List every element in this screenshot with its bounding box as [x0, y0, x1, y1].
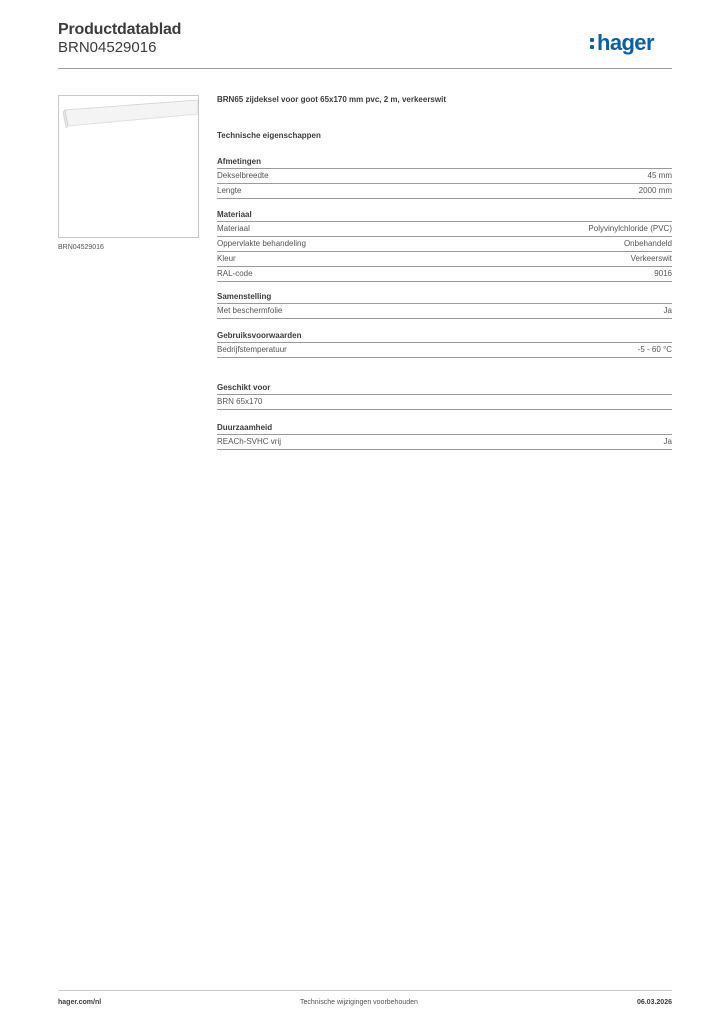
section-heading: Afmetingen	[217, 155, 672, 169]
spec-row	[217, 169, 672, 184]
header-divider	[58, 68, 672, 69]
spec-value: Polyvinylchloride (PVC)	[588, 224, 672, 233]
spec-value: Ja	[663, 437, 672, 446]
spec-row	[217, 267, 672, 282]
technical-properties-heading: Technische eigenschappen	[217, 131, 321, 140]
logo-text: hager	[597, 30, 654, 55]
spec-label: REACh-SVHC vrij	[217, 437, 282, 446]
spec-value: Ja	[663, 306, 672, 315]
section-composition	[217, 290, 672, 319]
section-sustainability	[217, 421, 672, 450]
footer-divider	[58, 990, 672, 991]
spec-value: 9016	[654, 269, 672, 278]
product-image	[58, 95, 199, 238]
spec-label: Lengte	[217, 186, 242, 195]
spec-label: RAL-code	[217, 269, 253, 278]
footer-website-link[interactable]: hager.com/nl	[58, 999, 102, 1006]
spec-value: Onbehandeld	[623, 239, 672, 248]
section-material	[217, 208, 672, 282]
section-heading: Gebruiksvoorwaarden	[217, 329, 672, 343]
spec-label: Oppervlakte behandeling	[217, 239, 306, 248]
spec-row	[217, 252, 672, 267]
product-code: BRN04529016	[58, 39, 157, 56]
spec-value: Verkeerswit	[630, 254, 672, 263]
section-heading: Geschikt voor	[217, 381, 672, 395]
product-title: BRN65 zijdeksel voor goot 65x170 mm pvc, 2 m, verkeerswit	[217, 95, 446, 104]
spec-label: BRN 65x170	[217, 397, 263, 406]
hager-logo	[590, 28, 654, 58]
logo-colon-icon	[590, 36, 595, 51]
footer-disclaimer: Technische wijzigingen voorbehouden	[300, 999, 418, 1006]
spec-label: Dekselbreedte	[217, 171, 269, 180]
section-heading: Materiaal	[217, 208, 672, 222]
spec-row	[217, 395, 672, 410]
spec-row	[217, 222, 672, 237]
page-title: Productdatablad	[58, 21, 182, 38]
section-operating-conditions	[217, 329, 672, 358]
section-heading: Duurzaamheid	[217, 421, 672, 435]
section-dimensions	[217, 155, 672, 199]
spec-row	[217, 343, 672, 358]
spec-row	[217, 184, 672, 199]
spec-row	[217, 304, 672, 319]
spec-value: -5 - 60 °C	[637, 345, 672, 354]
spec-label: Materiaal	[217, 224, 250, 233]
image-caption: BRN04529016	[58, 244, 104, 251]
spec-value: 45 mm	[647, 171, 672, 180]
spec-value: 2000 mm	[638, 186, 672, 195]
spec-label: Met beschermfolie	[217, 306, 283, 315]
section-suitable-for	[217, 381, 672, 410]
spec-label: Kleur	[217, 254, 236, 263]
cover-profile-illustration	[59, 96, 198, 237]
spec-row	[217, 435, 672, 450]
section-heading: Samenstelling	[217, 290, 672, 304]
spec-row	[217, 237, 672, 252]
footer-date: 06.03.2026	[636, 999, 672, 1006]
spec-label: Bedrijfstemperatuur	[217, 345, 287, 354]
